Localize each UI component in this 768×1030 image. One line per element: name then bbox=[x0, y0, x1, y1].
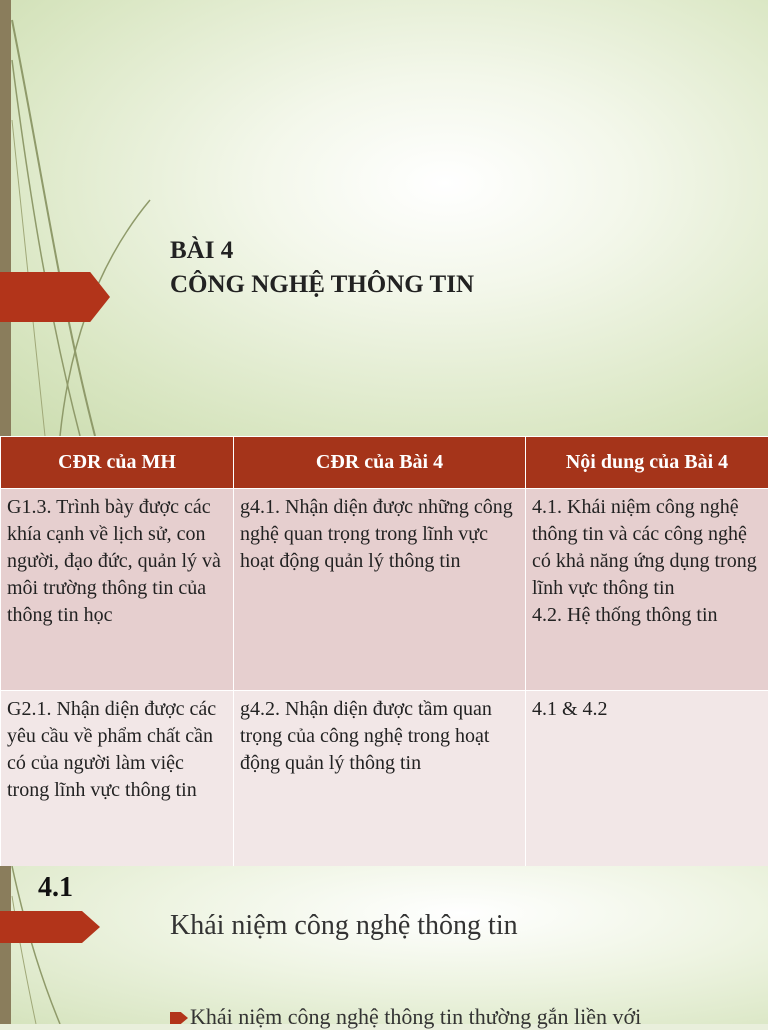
cell-line: 4.1. Khái niệm công nghệ thông tin và các công nghệ có khả năng ứng dụng trong lĩnh vực thông tin bbox=[532, 494, 762, 602]
outcomes-table bbox=[0, 436, 768, 867]
table-cell bbox=[526, 691, 768, 867]
table-header-cell: CĐR của MH bbox=[1, 437, 234, 489]
bullet-item bbox=[170, 1004, 641, 1030]
title-slide bbox=[0, 0, 768, 436]
cell-line: 4.1 & 4.2 bbox=[532, 696, 762, 723]
swoosh-decoration-icon bbox=[0, 0, 160, 436]
table-cell: G1.3. Trình bày được các khía cạnh về lịch sử, con người, đạo đức, quản lý và môi trường thông tin của thông tin học bbox=[1, 489, 234, 691]
table-cell: g4.2. Nhận diện được tầm quan trọng của công nghệ trong hoạt động quản lý thông tin bbox=[234, 691, 526, 867]
table-cell: g4.1. Nhận diện được những công nghệ quan trọng trong lĩnh vực hoạt động quản lý thông tin bbox=[234, 489, 526, 691]
bullet-arrow-icon bbox=[170, 1012, 188, 1024]
section-arrow-shape bbox=[0, 911, 100, 943]
bullet-text: Khái niệm công nghệ thông tin thường gắn liền với bbox=[190, 1004, 641, 1029]
table-header-cell: CĐR của Bài 4 bbox=[234, 437, 526, 489]
section-heading: Khái niệm công nghệ thông tin bbox=[170, 910, 518, 942]
table-header-cell: Nội dung của Bài 4 bbox=[526, 437, 768, 489]
table-row bbox=[1, 691, 768, 867]
table-cell: G2.1. Nhận diện được các yêu cầu về phẩm chất cần có của người làm việc trong lĩnh vực thông tin bbox=[1, 691, 234, 867]
outcomes-table-area bbox=[0, 436, 768, 866]
slide-title bbox=[170, 234, 474, 302]
title-arrow-shape bbox=[0, 272, 110, 322]
table-row bbox=[1, 489, 768, 691]
cell-line: 4.2. Hệ thống thông tin bbox=[532, 602, 762, 629]
title-line-1: BÀI 4 bbox=[170, 234, 474, 268]
table-header-row bbox=[1, 437, 768, 489]
concept-slide bbox=[0, 866, 768, 1024]
title-line-2: CÔNG NGHỆ THÔNG TIN bbox=[170, 268, 474, 302]
section-number: 4.1 bbox=[38, 872, 73, 904]
table-cell bbox=[526, 489, 768, 691]
